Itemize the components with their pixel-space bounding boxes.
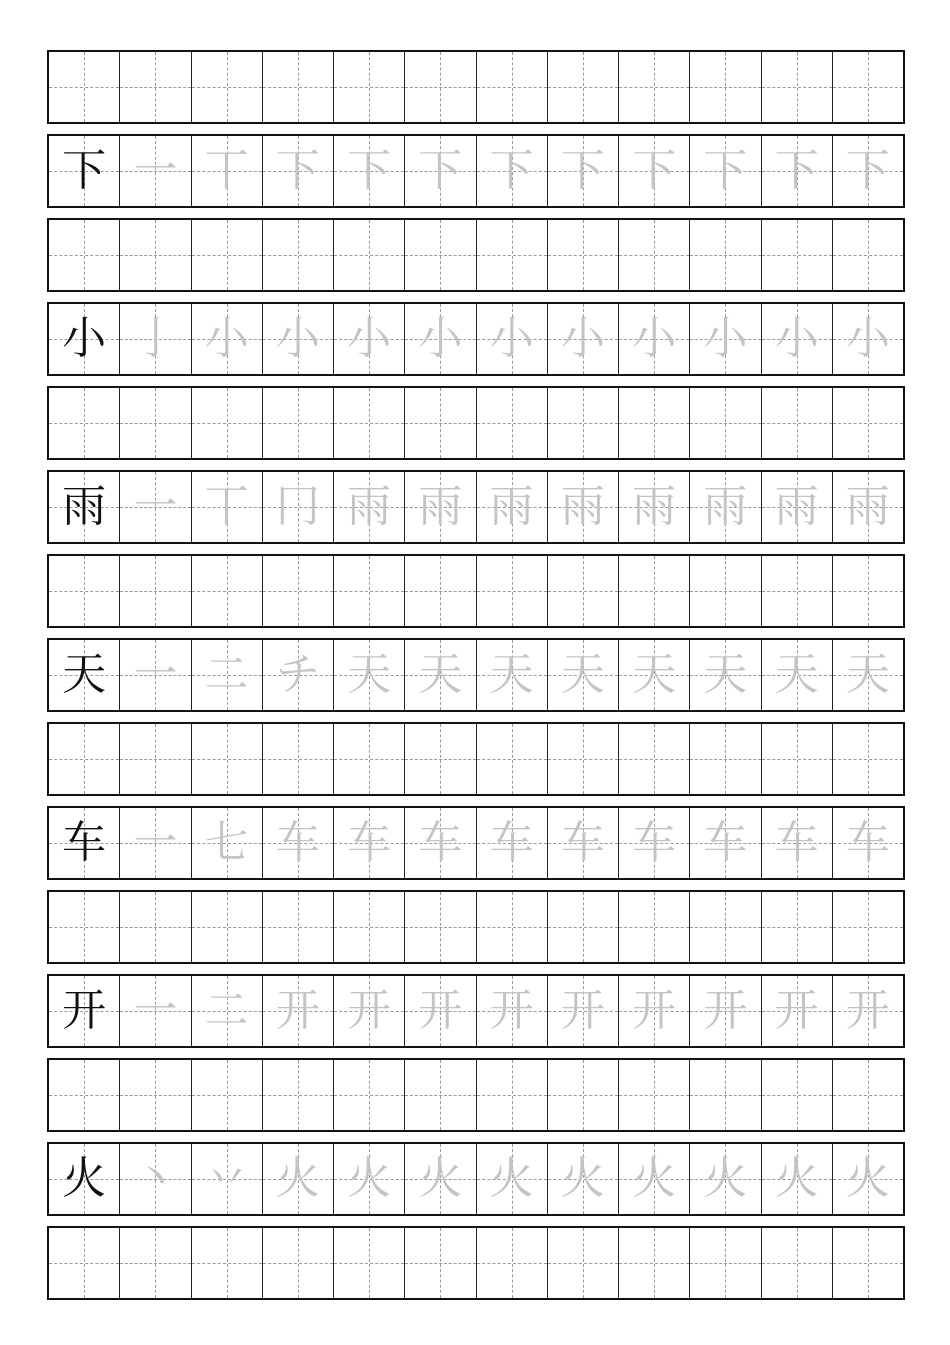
tianzige-cell	[690, 136, 761, 206]
stroke-order-trace: 一	[133, 985, 178, 1036]
stroke-order-trace: 车	[703, 817, 748, 868]
tianzige-cell	[49, 724, 120, 794]
tianzige-cell	[833, 976, 903, 1046]
tianzige-cell	[192, 304, 263, 374]
stroke-order-trace: 开	[347, 985, 392, 1036]
tianzige-cell	[334, 976, 405, 1046]
tianzige-cell	[263, 136, 334, 206]
tianzige-cell	[263, 304, 334, 374]
stroke-order-trace: 开	[774, 985, 819, 1036]
tianzige-cell	[833, 52, 903, 122]
stroke-order-trace: チ	[275, 649, 320, 700]
stroke-order-trace: 下	[632, 145, 677, 196]
stroke-order-trace: 一	[133, 649, 178, 700]
tianzige-cell	[477, 1228, 548, 1298]
stroke-order-trace: 开	[845, 985, 890, 1036]
tianzige-cell	[477, 220, 548, 290]
tianzige-cell	[120, 52, 191, 122]
practice-row	[47, 974, 905, 1048]
tianzige-cell	[49, 556, 120, 626]
tianzige-cell	[405, 1060, 476, 1130]
stroke-order-trace: 小	[204, 313, 249, 364]
stroke-order-trace: 火	[845, 1153, 890, 1204]
stroke-order-trace: 车	[418, 817, 463, 868]
tianzige-cell	[690, 808, 761, 878]
tianzige-cell	[192, 136, 263, 206]
tianzige-cell	[120, 1228, 191, 1298]
tianzige-cell	[833, 1144, 903, 1214]
tianzige-cell	[833, 304, 903, 374]
tianzige-cell	[334, 808, 405, 878]
stroke-order-trace: 小	[489, 313, 534, 364]
tianzige-cell	[405, 52, 476, 122]
tianzige-cell	[762, 472, 833, 542]
model-character: 天	[62, 649, 107, 700]
tianzige-cell	[762, 388, 833, 458]
tianzige-cell	[263, 1228, 334, 1298]
stroke-order-trace: 雨	[632, 481, 677, 532]
tianzige-cell	[405, 304, 476, 374]
stroke-order-trace: 火	[703, 1153, 748, 1204]
tianzige-cell	[548, 724, 619, 794]
stroke-order-trace: 小	[560, 313, 605, 364]
tianzige-cell	[49, 808, 120, 878]
tianzige-cell	[762, 304, 833, 374]
blank-practice-row	[47, 554, 905, 628]
model-character: 下	[62, 145, 107, 196]
stroke-order-trace: 天	[560, 649, 605, 700]
tianzige-cell	[619, 892, 690, 962]
stroke-order-trace: 小	[703, 313, 748, 364]
stroke-order-trace: 二	[204, 649, 249, 700]
tianzige-cell	[619, 1144, 690, 1214]
tianzige-cell	[334, 388, 405, 458]
stroke-order-trace: 小	[774, 313, 819, 364]
stroke-order-trace: 雨	[347, 481, 392, 532]
stroke-order-trace: 开	[632, 985, 677, 1036]
stroke-order-trace: 下	[347, 145, 392, 196]
tianzige-cell	[477, 136, 548, 206]
tianzige-cell	[762, 892, 833, 962]
stroke-order-trace: 天	[845, 649, 890, 700]
stroke-order-trace: 二	[204, 985, 249, 1036]
stroke-order-trace: 雨	[774, 481, 819, 532]
tianzige-cell	[334, 52, 405, 122]
practice-row	[47, 638, 905, 712]
tianzige-cell	[762, 52, 833, 122]
tianzige-cell	[49, 892, 120, 962]
blank-practice-row	[47, 50, 905, 124]
stroke-order-trace: 丶	[133, 1153, 178, 1204]
tianzige-cell	[690, 556, 761, 626]
tianzige-cell	[477, 556, 548, 626]
tianzige-cell	[49, 388, 120, 458]
stroke-order-trace: 火	[774, 1153, 819, 1204]
tianzige-cell	[334, 136, 405, 206]
stroke-order-trace: 车	[560, 817, 605, 868]
writing-practice-sheet	[47, 50, 905, 1310]
blank-practice-row	[47, 722, 905, 796]
tianzige-cell	[690, 52, 761, 122]
tianzige-cell	[619, 472, 690, 542]
stroke-order-trace: 下	[275, 145, 320, 196]
tianzige-cell	[548, 220, 619, 290]
tianzige-cell	[49, 1060, 120, 1130]
tianzige-cell	[49, 1228, 120, 1298]
tianzige-cell	[833, 556, 903, 626]
tianzige-cell	[334, 472, 405, 542]
tianzige-cell	[192, 724, 263, 794]
tianzige-cell	[192, 388, 263, 458]
stroke-order-trace: 小	[418, 313, 463, 364]
tianzige-cell	[120, 220, 191, 290]
tianzige-cell	[120, 136, 191, 206]
stroke-order-trace: 火	[418, 1153, 463, 1204]
model-character: 雨	[62, 481, 107, 532]
tianzige-cell	[120, 808, 191, 878]
tianzige-cell	[548, 892, 619, 962]
tianzige-cell	[619, 640, 690, 710]
stroke-order-trace: 车	[347, 817, 392, 868]
stroke-order-trace: 天	[774, 649, 819, 700]
tianzige-cell	[762, 556, 833, 626]
tianzige-cell	[49, 640, 120, 710]
tianzige-cell	[619, 220, 690, 290]
stroke-order-trace: 天	[703, 649, 748, 700]
stroke-order-trace: 车	[774, 817, 819, 868]
stroke-order-trace: 天	[489, 649, 534, 700]
stroke-order-trace: 火	[347, 1153, 392, 1204]
tianzige-cell	[690, 724, 761, 794]
tianzige-cell	[762, 640, 833, 710]
tianzige-cell	[548, 304, 619, 374]
tianzige-cell	[405, 724, 476, 794]
tianzige-cell	[548, 1060, 619, 1130]
tianzige-cell	[690, 640, 761, 710]
stroke-order-trace: 雨	[703, 481, 748, 532]
stroke-order-trace: 下	[418, 145, 463, 196]
stroke-order-trace: 下	[703, 145, 748, 196]
stroke-order-trace: 丅	[204, 481, 249, 532]
tianzige-cell	[690, 892, 761, 962]
stroke-order-trace: 雨	[560, 481, 605, 532]
tianzige-cell	[334, 1144, 405, 1214]
tianzige-cell	[263, 472, 334, 542]
model-character: 火	[62, 1153, 107, 1204]
tianzige-cell	[49, 976, 120, 1046]
tianzige-cell	[690, 976, 761, 1046]
tianzige-cell	[762, 136, 833, 206]
stroke-order-trace: 天	[347, 649, 392, 700]
tianzige-cell	[833, 892, 903, 962]
tianzige-cell	[192, 220, 263, 290]
tianzige-cell	[548, 472, 619, 542]
model-character: 车	[62, 817, 107, 868]
tianzige-cell	[192, 976, 263, 1046]
tianzige-cell	[619, 808, 690, 878]
model-character: 开	[62, 985, 107, 1036]
tianzige-cell	[548, 640, 619, 710]
tianzige-cell	[833, 808, 903, 878]
tianzige-cell	[477, 1144, 548, 1214]
tianzige-cell	[833, 1228, 903, 1298]
tianzige-cell	[192, 556, 263, 626]
tianzige-cell	[334, 1228, 405, 1298]
tianzige-cell	[619, 976, 690, 1046]
tianzige-cell	[49, 52, 120, 122]
stroke-order-trace: 开	[275, 985, 320, 1036]
tianzige-cell	[192, 640, 263, 710]
tianzige-cell	[49, 472, 120, 542]
tianzige-cell	[263, 52, 334, 122]
model-character: 小	[62, 313, 107, 364]
tianzige-cell	[548, 388, 619, 458]
tianzige-cell	[120, 556, 191, 626]
tianzige-cell	[833, 220, 903, 290]
stroke-order-trace: 天	[632, 649, 677, 700]
tianzige-cell	[49, 220, 120, 290]
tianzige-cell	[690, 388, 761, 458]
tianzige-cell	[405, 892, 476, 962]
tianzige-cell	[619, 52, 690, 122]
stroke-order-trace: 下	[489, 145, 534, 196]
tianzige-cell	[762, 1060, 833, 1130]
tianzige-cell	[405, 808, 476, 878]
stroke-order-trace: 小	[632, 313, 677, 364]
tianzige-cell	[192, 52, 263, 122]
stroke-order-trace: 七	[204, 817, 249, 868]
tianzige-cell	[833, 724, 903, 794]
tianzige-cell	[405, 136, 476, 206]
tianzige-cell	[690, 304, 761, 374]
stroke-order-trace: 一	[133, 817, 178, 868]
tianzige-cell	[334, 1060, 405, 1130]
tianzige-cell	[120, 1060, 191, 1130]
stroke-order-trace: 车	[845, 817, 890, 868]
tianzige-cell	[192, 1228, 263, 1298]
practice-row	[47, 1142, 905, 1216]
tianzige-cell	[120, 640, 191, 710]
stroke-order-trace: 一	[133, 481, 178, 532]
tianzige-cell	[548, 976, 619, 1046]
stroke-order-trace: 下	[845, 145, 890, 196]
tianzige-cell	[192, 892, 263, 962]
practice-row	[47, 134, 905, 208]
tianzige-cell	[405, 220, 476, 290]
tianzige-cell	[263, 640, 334, 710]
blank-practice-row	[47, 890, 905, 964]
tianzige-cell	[334, 892, 405, 962]
tianzige-cell	[120, 388, 191, 458]
tianzige-cell	[334, 220, 405, 290]
tianzige-cell	[477, 52, 548, 122]
stroke-order-trace: 车	[489, 817, 534, 868]
tianzige-cell	[690, 1228, 761, 1298]
tianzige-cell	[619, 556, 690, 626]
tianzige-cell	[619, 388, 690, 458]
tianzige-cell	[192, 808, 263, 878]
tianzige-cell	[619, 136, 690, 206]
tianzige-cell	[120, 472, 191, 542]
tianzige-cell	[548, 136, 619, 206]
tianzige-cell	[49, 136, 120, 206]
stroke-order-trace: 丷	[204, 1153, 249, 1204]
tianzige-cell	[762, 1228, 833, 1298]
tianzige-cell	[192, 472, 263, 542]
tianzige-cell	[192, 1144, 263, 1214]
tianzige-cell	[690, 220, 761, 290]
tianzige-cell	[548, 808, 619, 878]
tianzige-cell	[334, 304, 405, 374]
tianzige-cell	[120, 304, 191, 374]
tianzige-cell	[762, 220, 833, 290]
tianzige-cell	[263, 388, 334, 458]
tianzige-cell	[263, 808, 334, 878]
practice-row	[47, 302, 905, 376]
tianzige-cell	[263, 220, 334, 290]
stroke-order-trace: 车	[275, 817, 320, 868]
tianzige-cell	[477, 892, 548, 962]
stroke-order-trace: 火	[275, 1153, 320, 1204]
tianzige-cell	[263, 892, 334, 962]
tianzige-cell	[405, 640, 476, 710]
stroke-order-trace: 火	[560, 1153, 605, 1204]
tianzige-cell	[548, 52, 619, 122]
stroke-order-trace: 雨	[845, 481, 890, 532]
tianzige-cell	[49, 304, 120, 374]
stroke-order-trace: 亅	[133, 313, 178, 364]
tianzige-cell	[690, 1060, 761, 1130]
tianzige-cell	[477, 304, 548, 374]
stroke-order-trace: 雨	[418, 481, 463, 532]
stroke-order-trace: 小	[845, 313, 890, 364]
stroke-order-trace: 下	[560, 145, 605, 196]
stroke-order-trace: 火	[489, 1153, 534, 1204]
blank-practice-row	[47, 386, 905, 460]
tianzige-cell	[192, 1060, 263, 1130]
tianzige-cell	[833, 1060, 903, 1130]
tianzige-cell	[405, 556, 476, 626]
stroke-order-trace: 下	[774, 145, 819, 196]
tianzige-cell	[690, 1144, 761, 1214]
tianzige-cell	[762, 808, 833, 878]
tianzige-cell	[405, 472, 476, 542]
tianzige-cell	[833, 640, 903, 710]
tianzige-cell	[762, 1144, 833, 1214]
stroke-order-trace: 开	[703, 985, 748, 1036]
stroke-order-trace: 冂	[275, 481, 320, 532]
tianzige-cell	[120, 1144, 191, 1214]
stroke-order-trace: 开	[489, 985, 534, 1036]
tianzige-cell	[619, 1060, 690, 1130]
tianzige-cell	[263, 976, 334, 1046]
tianzige-cell	[548, 1228, 619, 1298]
tianzige-cell	[120, 892, 191, 962]
tianzige-cell	[548, 1144, 619, 1214]
tianzige-cell	[690, 472, 761, 542]
tianzige-cell	[405, 976, 476, 1046]
stroke-order-trace: 火	[632, 1153, 677, 1204]
tianzige-cell	[49, 1144, 120, 1214]
tianzige-cell	[263, 556, 334, 626]
tianzige-cell	[263, 1060, 334, 1130]
tianzige-cell	[334, 724, 405, 794]
tianzige-cell	[477, 640, 548, 710]
tianzige-cell	[833, 472, 903, 542]
tianzige-cell	[263, 1144, 334, 1214]
tianzige-cell	[477, 724, 548, 794]
tianzige-cell	[619, 724, 690, 794]
stroke-order-trace: 小	[347, 313, 392, 364]
tianzige-cell	[334, 640, 405, 710]
blank-practice-row	[47, 218, 905, 292]
practice-row	[47, 470, 905, 544]
tianzige-cell	[334, 556, 405, 626]
stroke-order-trace: 一	[133, 145, 178, 196]
tianzige-cell	[263, 724, 334, 794]
tianzige-cell	[405, 1228, 476, 1298]
tianzige-cell	[477, 1060, 548, 1130]
tianzige-cell	[833, 136, 903, 206]
tianzige-cell	[833, 388, 903, 458]
stroke-order-trace: 丅	[204, 145, 249, 196]
tianzige-cell	[619, 1228, 690, 1298]
stroke-order-trace: 小	[275, 313, 320, 364]
tianzige-cell	[120, 724, 191, 794]
tianzige-cell	[762, 724, 833, 794]
tianzige-cell	[619, 304, 690, 374]
stroke-order-trace: 开	[560, 985, 605, 1036]
tianzige-cell	[762, 976, 833, 1046]
tianzige-cell	[405, 1144, 476, 1214]
stroke-order-trace: 天	[418, 649, 463, 700]
blank-practice-row	[47, 1226, 905, 1300]
tianzige-cell	[405, 388, 476, 458]
tianzige-cell	[477, 976, 548, 1046]
tianzige-cell	[477, 472, 548, 542]
stroke-order-trace: 开	[418, 985, 463, 1036]
tianzige-cell	[477, 388, 548, 458]
tianzige-cell	[477, 808, 548, 878]
stroke-order-trace: 雨	[489, 481, 534, 532]
practice-row	[47, 806, 905, 880]
stroke-order-trace: 车	[632, 817, 677, 868]
tianzige-cell	[548, 556, 619, 626]
tianzige-cell	[120, 976, 191, 1046]
blank-practice-row	[47, 1058, 905, 1132]
